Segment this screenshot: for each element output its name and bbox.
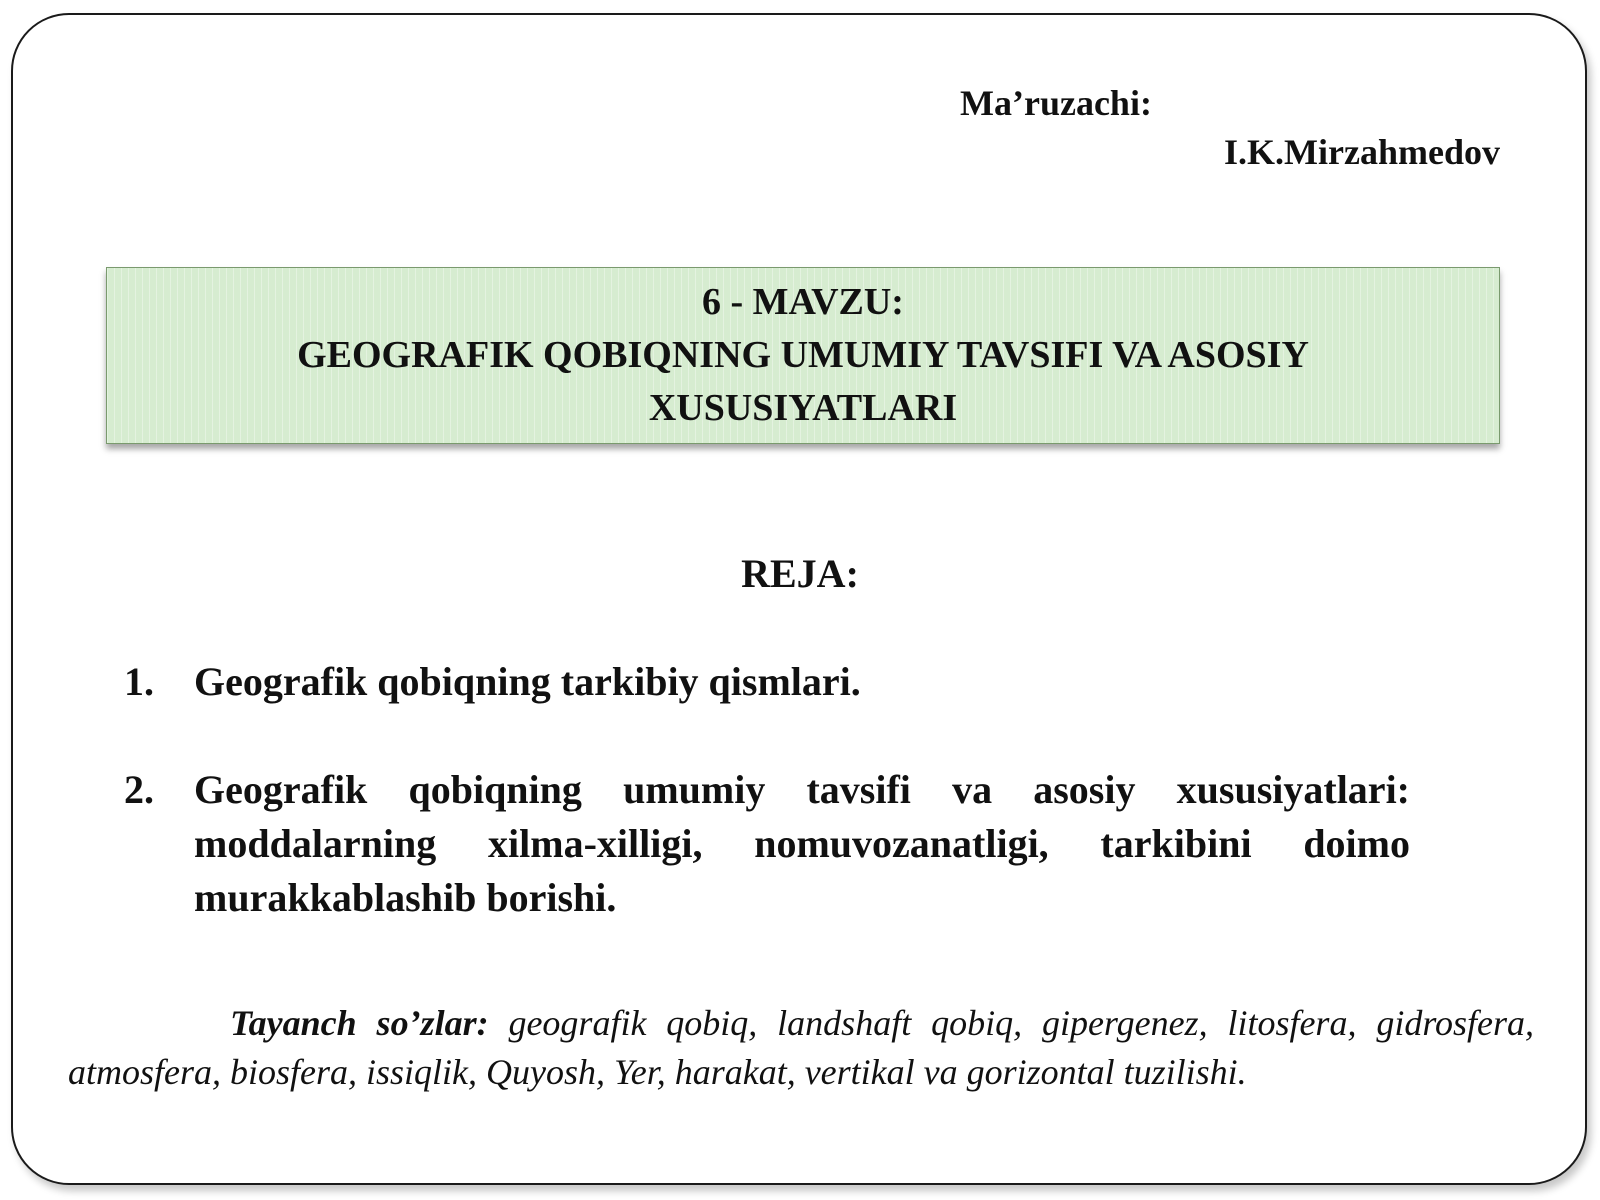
plan-item bbox=[124, 655, 1410, 709]
topic-title: GEOGRAFIK QOBIQNING UMUMIY TAVSIFI VA ASOSIY XUSUSIYATLARI bbox=[297, 334, 1309, 429]
plan-item bbox=[124, 763, 1410, 925]
plan-heading: REJA: bbox=[741, 551, 859, 596]
presenter-label: Ma’ruzachi: bbox=[960, 83, 1152, 123]
topic-box bbox=[106, 267, 1500, 444]
keywords-paragraph bbox=[68, 999, 1534, 1097]
keywords-text: geografik qobiq, landshaft qobiq, gipergenez, litosfera, gidrosfera, atmosfera, biosfera, issiqlik, Quyosh, Yer, harakat, vertikal va gorizontal tuzilishi. bbox=[68, 1003, 1534, 1092]
plan-item-number: 2. bbox=[124, 767, 154, 812]
plan-item-text: Geografik qobiqning umumiy tavsifi va asosiy xususiyatlari: moddalarning xilma-xilligi, nomuvozanatligi, tarkibini doimo murakkablashib borishi. bbox=[194, 767, 1410, 920]
plan-list bbox=[124, 655, 1410, 979]
topic-number: 6 - MAVZU: bbox=[702, 281, 904, 323]
plan-item-number: 1. bbox=[124, 659, 154, 704]
keywords-label: Tayanch so’zlar: bbox=[230, 1003, 489, 1043]
presenter-name: I.K.Mirzahmedov bbox=[1224, 132, 1500, 172]
plan-item-text: Geografik qobiqning tarkibiy qismlari. bbox=[194, 659, 861, 704]
